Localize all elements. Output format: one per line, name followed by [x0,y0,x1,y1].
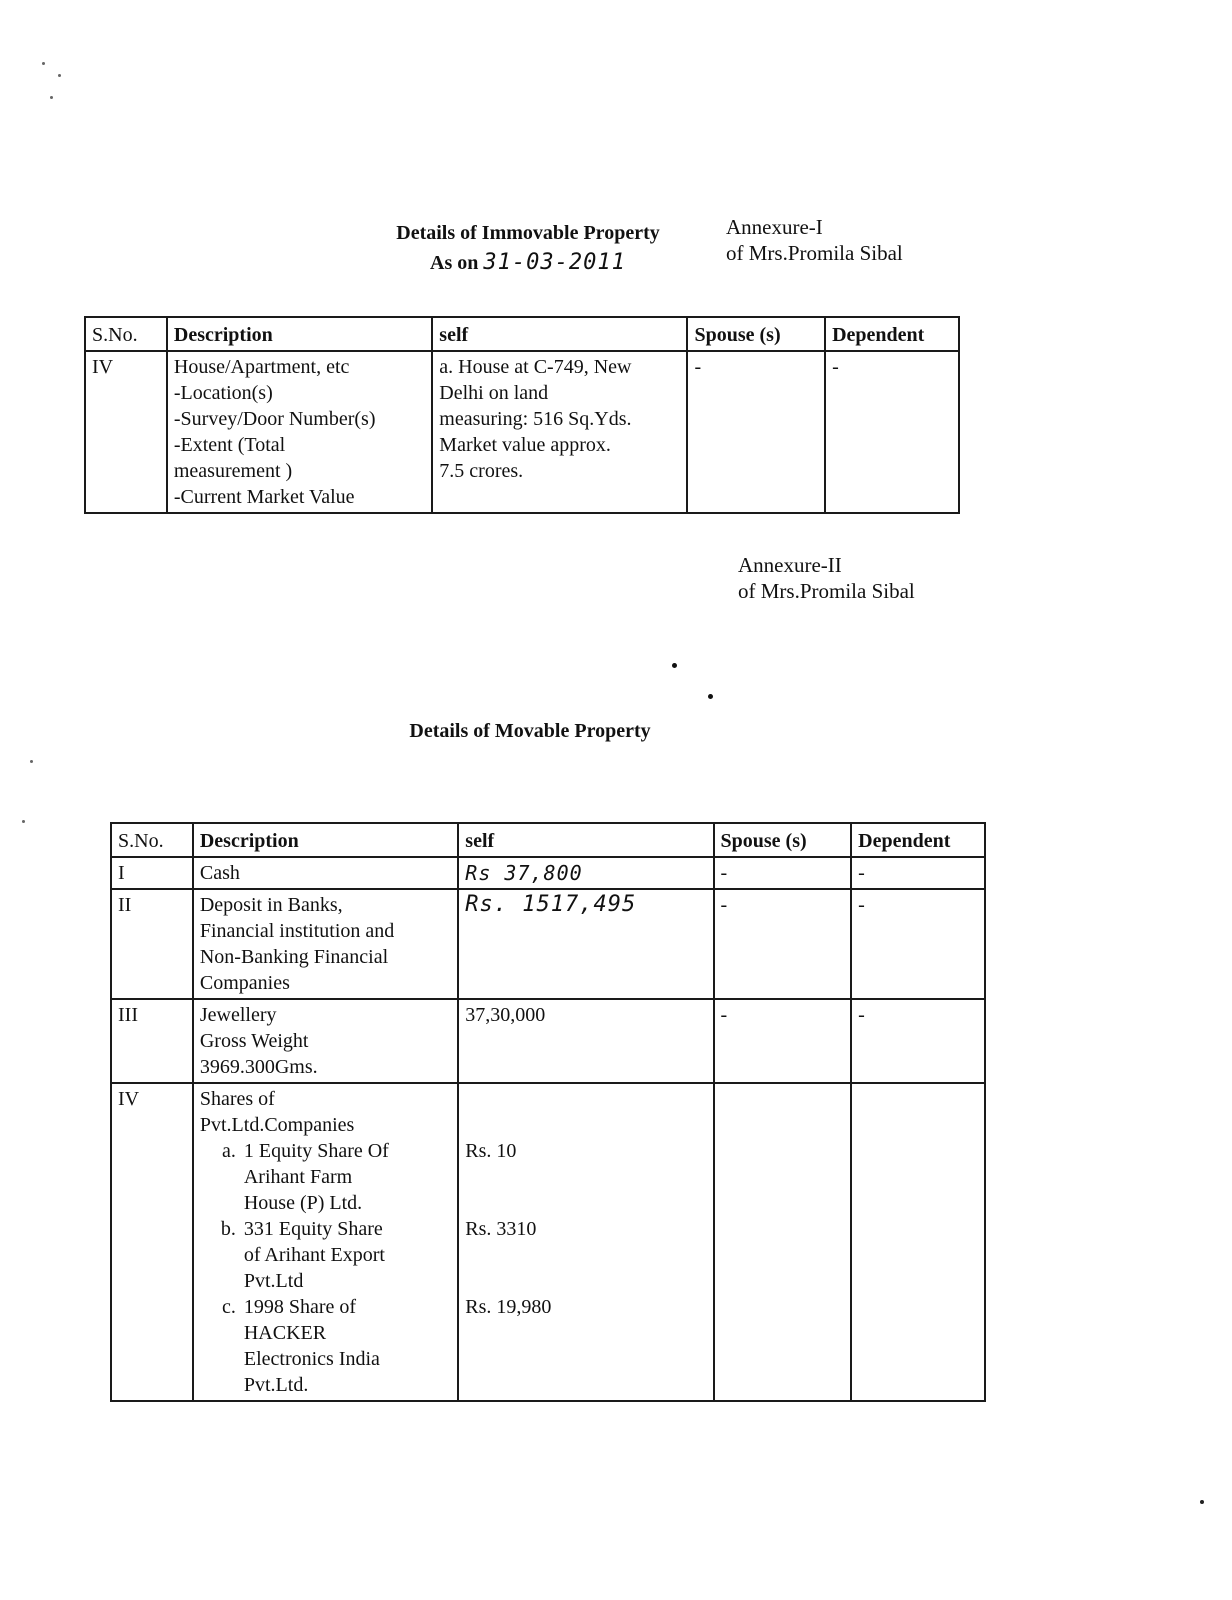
table-row [111,999,985,1083]
self-line: 7.5 crores. [439,460,524,482]
item-line: Electronics India [243,1348,380,1370]
self-line: measuring: 516 Sq.Yds. [439,408,632,430]
annexure-2-person: of Mrs.Promila Sibal [738,579,915,603]
header-description: Description [167,317,432,351]
row-dependent: - [851,889,985,999]
item-line: 1998 Share of [243,1296,357,1318]
row-dependent [851,1083,985,1401]
list-item [200,1138,451,1216]
header-description: Description [193,823,458,857]
description-line: -Location(s) [173,382,273,404]
description-line: Shares of [199,1088,275,1110]
self-line: a. House at C-749, New [439,356,632,378]
header-sno: S.No. [85,317,167,351]
item-marker: c. [221,1296,236,1318]
item-text [244,1294,451,1398]
share-value-c: Rs. 19,980 [465,1296,552,1318]
row-self: 37,30,000 [458,999,713,1083]
table-row [111,857,985,889]
row-spouse: - [714,857,852,889]
header-self: self [432,317,687,351]
movable-header-row [111,823,985,857]
share-value-b: Rs. 3310 [465,1218,537,1240]
row-description [193,889,458,999]
list-item [200,1294,451,1398]
row-self [432,351,687,513]
row-spouse [714,1083,852,1401]
list-item [200,1216,451,1294]
description-line: Deposit in Banks, [199,894,343,916]
description-line: -Current Market Value [173,486,355,508]
description-line: Non-Banking Financial [199,946,389,968]
table-row [85,351,959,513]
share-value-a: Rs. 10 [465,1140,517,1162]
row-self: Rs 37,800 [458,857,713,889]
item-marker: a. [221,1140,236,1162]
item-marker: b. [220,1218,236,1240]
movable-table [110,822,986,1402]
self-line: Delhi on land [439,382,549,404]
item-line: 1 Equity Share Of [243,1140,389,1162]
item-line: of Arihant Export [243,1244,385,1266]
description-line: Gross Weight [199,1030,309,1052]
header-dependent: Dependent [825,317,959,351]
as-on-date: 31-03-2011 [483,250,626,275]
row-spouse: - [714,999,852,1083]
as-on-line [430,250,670,275]
description-line: measurement ) [173,460,293,482]
table-row [111,1083,985,1401]
description-line: -Survey/Door Number(s) [173,408,376,430]
item-line: 331 Equity Share [243,1218,383,1240]
item-text [244,1138,451,1216]
movable-title: Details of Movable Property [409,720,651,742]
row-spouse: - [687,351,825,513]
annexure-2-block [738,552,915,604]
annexure-2-label: Annexure-II [738,553,842,577]
row-dependent: - [851,999,985,1083]
row-sno: II [111,889,193,999]
row-description: Cash [193,857,458,889]
row-self: Rs. 1517,495 [458,889,713,999]
row-sno: IV [85,351,167,513]
item-line: House (P) Ltd. [243,1192,363,1214]
annexure-1-block [726,214,903,266]
immovable-table [84,316,960,514]
row-spouse: - [714,889,852,999]
item-line: Pvt.Ltd. [243,1374,309,1396]
description-line: Companies [199,972,290,994]
annexure-1-label: Annexure-I [726,215,823,239]
as-on-label: As on [430,252,479,274]
annexure-1-person: of Mrs.Promila Sibal [726,241,903,265]
header-spouse: Spouse (s) [687,317,825,351]
header-dependent: Dependent [851,823,985,857]
item-line: HACKER [243,1322,327,1344]
row-description [167,351,432,513]
row-dependent: - [851,857,985,889]
share-list [200,1138,451,1398]
description-line: House/Apartment, etc [173,356,350,378]
description-line: 3969.300Gms. [199,1056,318,1078]
row-dependent: - [825,351,959,513]
self-line: Market value approx. [439,434,611,456]
row-sno: I [111,857,193,889]
row-sno: III [111,999,193,1083]
item-text [244,1216,451,1294]
description-line: Financial institution and [199,920,395,942]
row-description [193,999,458,1083]
item-line: Arihant Farm [243,1166,353,1188]
description-line: -Extent (Total [173,434,286,456]
row-self [458,1083,713,1401]
header-sno: S.No. [111,823,193,857]
row-description [193,1083,458,1401]
header-self: self [458,823,713,857]
header-spouse: Spouse (s) [714,823,852,857]
immovable-title: Details of Immovable Property [396,222,660,244]
immovable-header-row [85,317,959,351]
table-row [111,889,985,999]
item-line: Pvt.Ltd [243,1270,304,1292]
description-line: Jewellery [199,1004,277,1026]
row-sno: IV [111,1083,193,1401]
description-line: Pvt.Ltd.Companies [199,1114,355,1136]
